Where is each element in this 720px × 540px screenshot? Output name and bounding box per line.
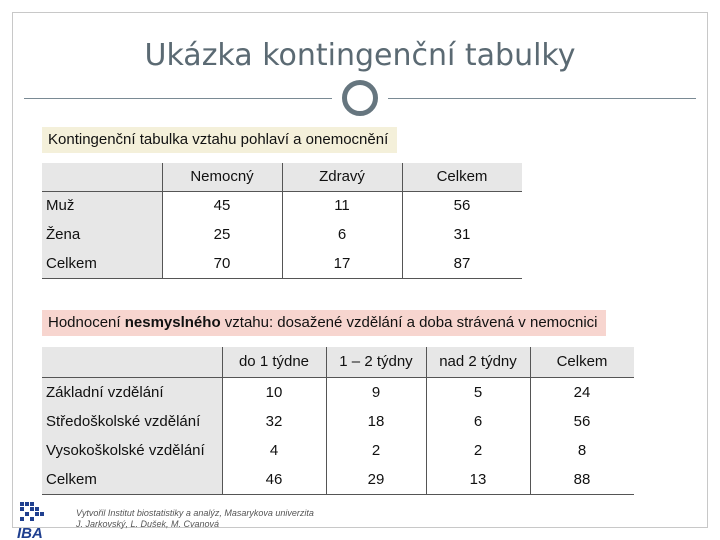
table2-cell: 2: [473, 442, 483, 459]
table2-cell: 18: [367, 413, 385, 430]
table2-cell: 32: [265, 413, 283, 430]
table1-cell: 87: [453, 255, 471, 272]
table2-cell: 6: [473, 413, 483, 430]
table2-cell: 88: [573, 471, 591, 488]
slide-title: Ukázka kontingenční tabulky: [144, 38, 576, 73]
title-rule-right: [388, 98, 696, 99]
table2-cell: 5: [473, 384, 483, 401]
table1-row-name: Celkem: [46, 255, 97, 272]
iba-logo: [14, 500, 66, 540]
table1-col-header: Zdravý: [319, 168, 365, 185]
table2-cell: 46: [265, 471, 283, 488]
footer-line1: Vytvořil Institut biostatistiky a analýz, Masarykova univerzita: [76, 508, 314, 518]
circle-ornament-icon: [342, 80, 378, 116]
table2-cell: 10: [265, 384, 283, 401]
table2-cell: 9: [371, 384, 381, 401]
table1-cell: 6: [337, 226, 347, 243]
table2-row-name: Středoškolské vzdělání: [46, 413, 201, 430]
table2-col-header: 1 – 2 týdny: [339, 353, 413, 370]
table2-row-name: Vysokoškolské vzdělání: [46, 442, 205, 459]
table2-header-line: [42, 377, 634, 378]
table1-cell: 56: [453, 197, 471, 214]
table2-col-header: do 1 týdne: [238, 353, 310, 370]
table2-label-end: vztahu: dosažené vzdělání a doba strávená v nemocnici: [220, 314, 598, 331]
table2-col-header: Celkem: [556, 353, 608, 370]
table1-cell: 70: [213, 255, 231, 272]
table2-bottom-line: [42, 494, 634, 495]
table2-label-start: Hodnocení: [48, 314, 125, 331]
table1-cell: 45: [213, 197, 231, 214]
table1-cell: 17: [333, 255, 351, 272]
table1-cell: 25: [213, 226, 231, 243]
footer-line2: J. Jarkovský, L. Dušek, M. Cvanová: [76, 519, 220, 529]
table1-row-name: Žena: [46, 226, 81, 243]
table2-cell: 8: [577, 442, 587, 459]
table1-bottom-line: [42, 278, 522, 279]
table1-cell: 11: [334, 197, 350, 214]
table1-col-header: Nemocný: [190, 168, 254, 185]
table1-cell: 31: [453, 226, 471, 243]
table2-label: [42, 310, 606, 336]
footer: [76, 508, 314, 530]
table2-col-header: nad 2 týdny: [439, 353, 517, 370]
table2-cell: 29: [367, 471, 385, 488]
table2-cell: 24: [573, 384, 591, 401]
table2-cell: 2: [371, 442, 381, 459]
table2-cell: 13: [469, 471, 487, 488]
table2-label-bold: nesmyslného: [124, 314, 221, 331]
table2-cell: 4: [269, 442, 279, 459]
logo-text: IBA: [17, 525, 43, 540]
table1-row-name: Muž: [46, 197, 75, 214]
table2-row-name: Základní vzdělání: [46, 384, 164, 401]
table1-label: Kontingenční tabulka vztahu pohlaví a onemocnění: [42, 127, 397, 153]
table1-col-header: Celkem: [436, 168, 488, 185]
table2-cell: 56: [573, 413, 591, 430]
title-rule-left: [24, 98, 332, 99]
table2-row-name: Celkem: [46, 471, 97, 488]
